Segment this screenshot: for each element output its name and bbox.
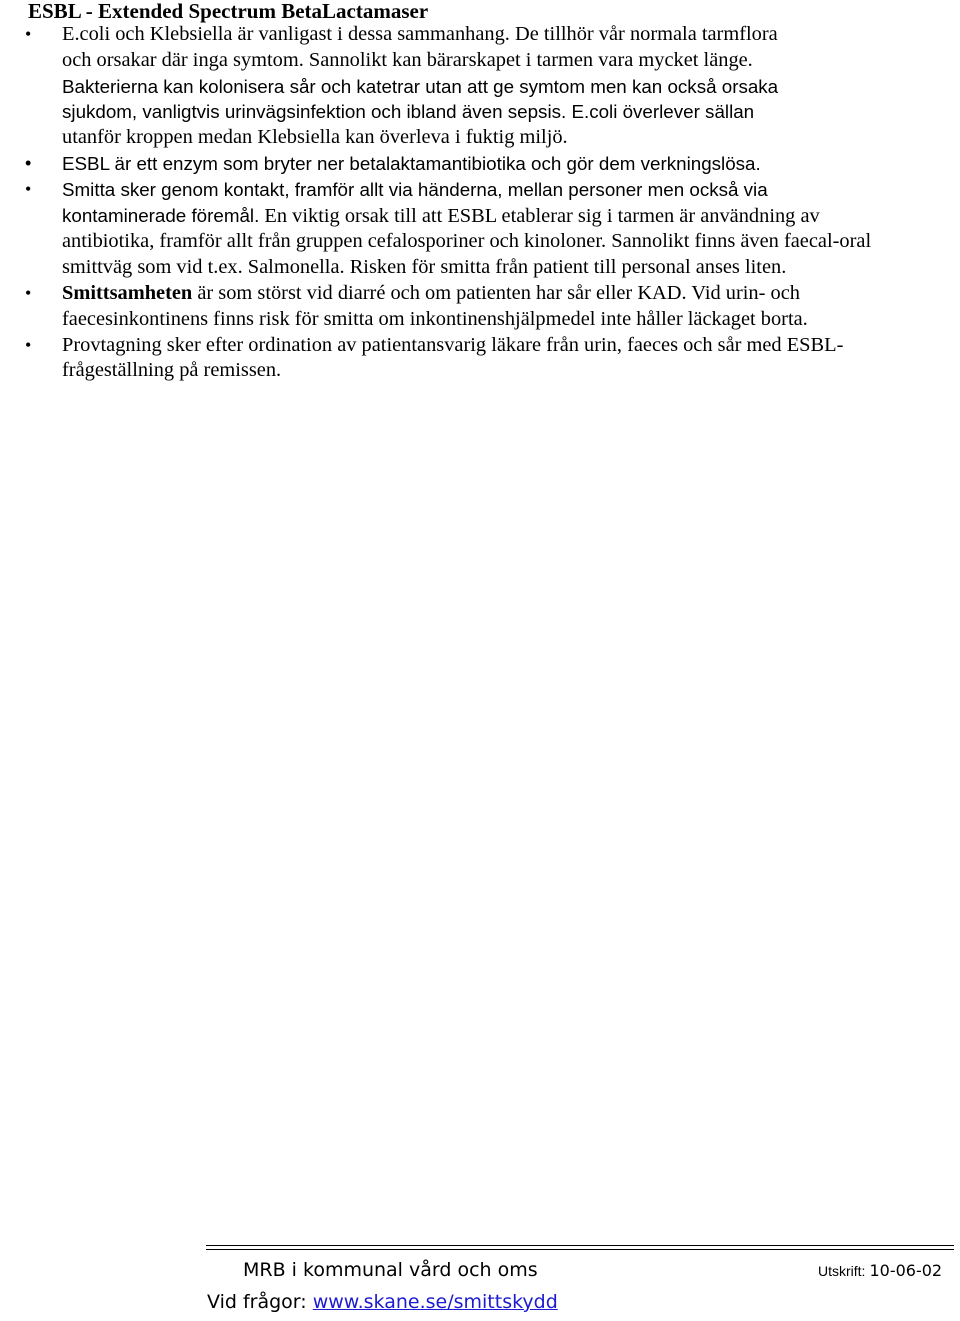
- list-item: [0, 281, 960, 333]
- list-item: [0, 333, 960, 385]
- bullet-list: [0, 22, 960, 384]
- footer-print-date: [818, 1260, 942, 1283]
- list-item: [0, 177, 960, 281]
- paragraph-line: och orsakar där inga symtom. Sannolikt kan bärarskapet i tarmen vara mycket länge.: [62, 48, 753, 71]
- bold-lead-text: Smittsamheten: [62, 281, 193, 304]
- paragraph-line: Bakterierna kan kolonisera sår och katetrar utan att ge symtom men kan också orsaka: [62, 75, 779, 97]
- bullet-icon: •: [25, 24, 32, 44]
- bullet-icon: •: [25, 178, 32, 199]
- bullet-icon: •: [25, 282, 32, 303]
- paragraph-line: kontaminerade föremål.: [62, 204, 260, 226]
- footer-organization: MRB i kommunal vård och oms: [243, 1259, 538, 1281]
- print-date: 10-06-02: [869, 1261, 943, 1280]
- paragraph-line: Smitta sker genom kontakt, framför allt via händerna, mellan personer men också via: [62, 178, 768, 200]
- footer-contact: [207, 1289, 558, 1315]
- paragraph-text: Provtagning sker efter ordination av patientansvarig läkare från urin, faeces och sår med ESBL-frågeställning på remissen.: [62, 333, 844, 382]
- list-item: [0, 151, 960, 177]
- contact-label: Vid frågor:: [207, 1291, 307, 1313]
- bullet-icon: •: [25, 334, 32, 355]
- print-label: Utskrift:: [818, 1263, 866, 1279]
- paragraph-text: En viktig orsak till att ESBL etablerar sig i tarmen är användning av antibiotika, framför allt från gruppen cefalosporiner och kinoloner. Sannolikt finns även faecal-oral smittväg som vid t.ex. Salmonella. Risken för smitta från patient till personal anses liten.: [62, 204, 872, 279]
- bullet-icon: •: [25, 152, 32, 173]
- paragraph-line: E.coli och Klebsiella är vanligast i dessa sammanhang. De tillhör vår normala tarmflora: [62, 23, 778, 45]
- footer-divider: [206, 1249, 954, 1250]
- footer-divider: [206, 1245, 954, 1246]
- page-title: ESBL - Extended Spectrum BetaLactamaser: [28, 0, 429, 23]
- list-item: [0, 22, 960, 151]
- paragraph-line: sjukdom, vanligtvis urinvägsinfektion och ibland även sepsis. E.coli överlever sällan: [62, 101, 755, 123]
- contact-link[interactable]: www.skane.se/smittskydd: [312, 1291, 558, 1313]
- paragraph-line: utanför kroppen medan Klebsiella kan överleva i fuktig miljö.: [62, 126, 568, 149]
- paragraph-text: är som störst vid diarré och om patienten har sår eller KAD. Vid urin- och faecesinkontinens finns risk för smitta om inkontinenshjälpmedel inte håller läckaget borta.: [62, 281, 808, 330]
- paragraph-text: ESBL är ett enzym som bryter ner betalaktamantibiotika och gör dem verkningslösa.: [62, 152, 761, 174]
